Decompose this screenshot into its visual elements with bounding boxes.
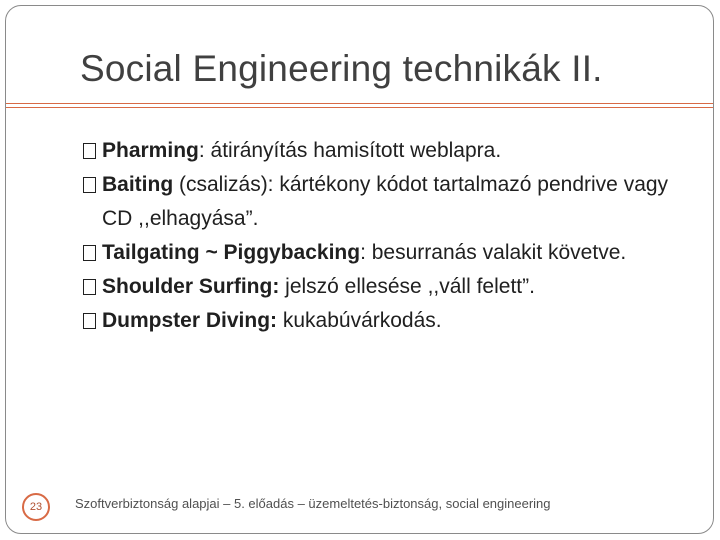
- bullet-term: Shoulder Surfing:: [102, 275, 280, 298]
- bullet-text: kukabúvárkodás.: [277, 309, 442, 332]
- bullet-term: Tailgating ~ Piggybacking: [102, 241, 361, 264]
- bullet-text: : átirányítás hamisított weblapra.: [198, 139, 502, 162]
- square-bullet-icon: [83, 279, 96, 295]
- slide-title: Social Engineering technikák II.: [80, 48, 603, 89]
- bullet-text: jelszó ellesése ,,váll felett”.: [279, 275, 535, 298]
- bullet-text: (csalizás): kártékony kódot tartalmazó pendrive vagy CD ,,elhagyása”.: [102, 173, 669, 230]
- bullet-term: Dumpster Diving:: [102, 309, 278, 332]
- bullet-term: Baiting: [102, 173, 174, 196]
- bullet-item-tailgating: [82, 236, 682, 270]
- title-divider: [6, 103, 713, 108]
- bullet-item-pharming: [82, 134, 682, 168]
- square-bullet-icon: [83, 245, 96, 261]
- bullet-term: Pharming: [102, 139, 199, 162]
- bullet-list: [82, 134, 682, 338]
- bullet-item-dumpster-diving: [82, 304, 682, 338]
- page-number-badge: 23: [22, 493, 50, 521]
- square-bullet-icon: [83, 313, 96, 329]
- bullet-item-baiting: [82, 168, 682, 236]
- bullet-item-shoulder-surfing: [82, 270, 682, 304]
- square-bullet-icon: [83, 177, 96, 193]
- bullet-text: : besurranás valakit követve.: [360, 241, 627, 264]
- square-bullet-icon: [83, 143, 96, 159]
- footer-text: Szoftverbiztonság alapjai – 5. előadás – üzemeltetés-biztonság, social engineering: [75, 496, 551, 511]
